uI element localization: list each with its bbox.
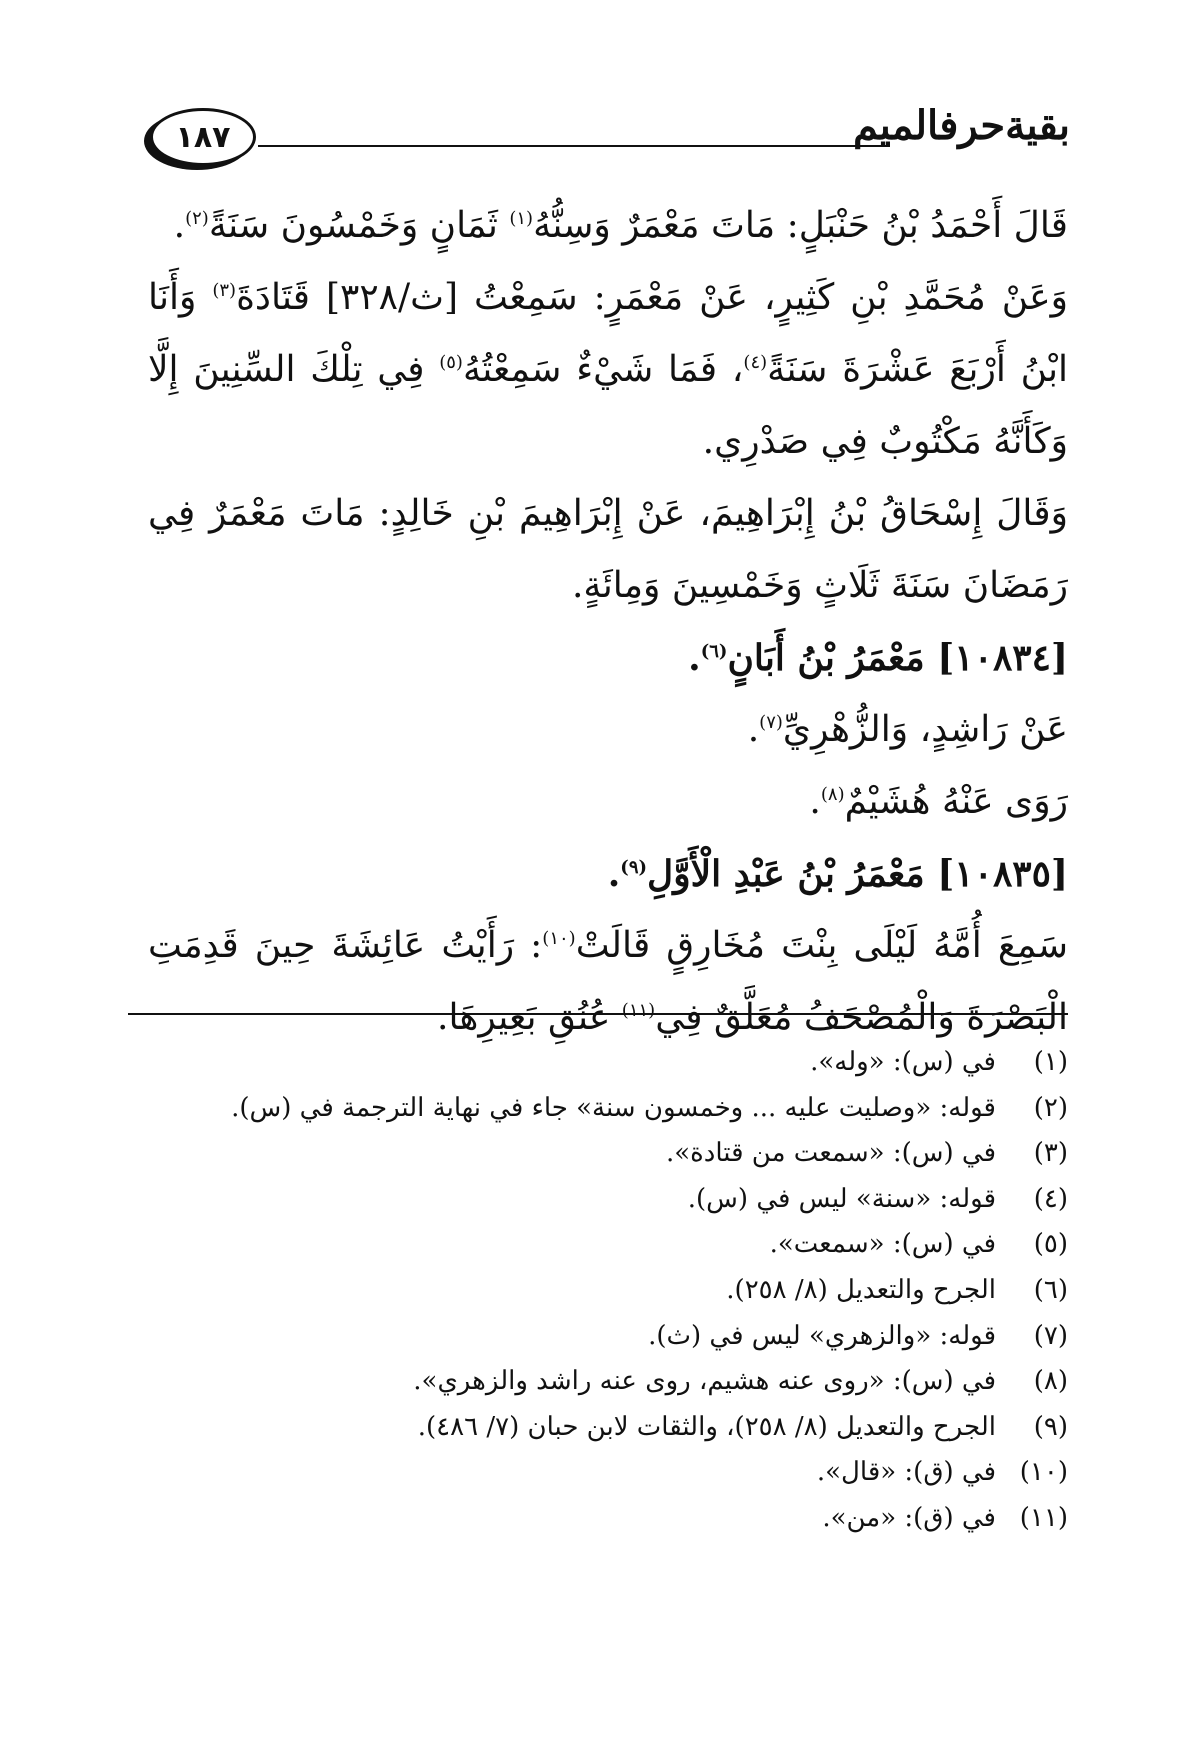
footnote-marker: (١١) bbox=[621, 1000, 656, 1021]
page-number-badge bbox=[150, 108, 256, 166]
footnote-text: قوله: «وصليت عليه ... وخمسون سنة» جاء في نهاية الترجمة في (س). bbox=[231, 1092, 996, 1123]
footnote-separator bbox=[128, 1013, 1068, 1015]
footnote-number: (٨) bbox=[1033, 1366, 1068, 1397]
footnote-text: قوله: «والزهري» ليس في (ث). bbox=[648, 1320, 996, 1351]
page-number: ١٨٧ bbox=[175, 119, 231, 155]
footnote-number: (٤) bbox=[1033, 1183, 1068, 1214]
footnote-item bbox=[128, 1268, 1068, 1314]
footnote-text: قوله: «سنة» ليس في (س). bbox=[687, 1183, 996, 1214]
entry-heading bbox=[148, 838, 1068, 910]
text-run: . bbox=[607, 853, 621, 895]
footnote-marker: (١) bbox=[509, 208, 534, 229]
footnotes-list bbox=[128, 1040, 1068, 1542]
text-run: . bbox=[809, 781, 821, 822]
text-run: وَقَالَ إِسْحَاقُ بْنُ إِبْرَاهِيمَ، عَنْ إِبْرَاهِيمَ بْنِ خَالِدٍ: مَاتَ مَعْمَرٌ فِي رَمَضَانَ سَنَةَ ثَلَاثٍ وَخَمْسِينَ وَمِائَةٍ. bbox=[148, 493, 1068, 606]
text-run: . bbox=[688, 637, 701, 679]
footnote-marker: (٩) bbox=[620, 857, 648, 878]
footnote-number: (٦) bbox=[1033, 1274, 1068, 1305]
footnote-marker: (٨) bbox=[820, 784, 845, 805]
main-text bbox=[148, 190, 1068, 1054]
text-run: فِي تِلْكَ السِّنِينَ إِلَّا وَكَأَنَّهُ مَكْتُوبٌ فِي صَدْرِي. bbox=[148, 349, 1068, 462]
footnote-item bbox=[128, 1496, 1068, 1542]
footnote-item bbox=[128, 1314, 1068, 1360]
footnote-text: في (س): «سمعت من قتادة». bbox=[665, 1138, 996, 1169]
footnote-number: (٢) bbox=[1033, 1092, 1068, 1123]
footnote-item bbox=[128, 1405, 1068, 1451]
footnote-number: (٧) bbox=[1033, 1320, 1068, 1351]
text-run: قَالَ أَحْمَدُ بْنُ حَنْبَلٍ: مَاتَ مَعْمَرٌ وَسِنُّهُ bbox=[533, 205, 1068, 246]
footnote-text: الجرح والتعديل (٨/ ٢٥٨). bbox=[726, 1274, 996, 1305]
body-paragraph bbox=[148, 262, 1068, 478]
header-rule bbox=[258, 145, 890, 147]
footnote-item bbox=[128, 1177, 1068, 1223]
footnote-text: الجرح والتعديل (٨/ ٢٥٨)، والثقات لابن حبان (٧/ ٤٨٦). bbox=[417, 1411, 996, 1442]
footnote-text: في (س): «روى عنه هشيم، روى عنه راشد والزهري». bbox=[413, 1366, 996, 1397]
text-run: . bbox=[173, 205, 186, 246]
text-run: [١٠٨٣٤] مَعْمَرُ بْنُ أَبَانٍ bbox=[727, 637, 1068, 679]
footnote-item bbox=[128, 1040, 1068, 1086]
text-run: [١٠٨٣٥] مَعْمَرُ بْنُ عَبْدِ الْأَوَّلِ bbox=[647, 853, 1068, 895]
footnote-text: في (س): «وله». bbox=[810, 1047, 996, 1077]
footnote-number: (٣) bbox=[1033, 1138, 1068, 1169]
text-run: عَنْ رَاشِدٍ، وَالزُّهْرِيِّ bbox=[782, 709, 1068, 750]
entry-heading bbox=[148, 622, 1068, 694]
footnote-marker: (٥) bbox=[439, 352, 463, 373]
footnote-item bbox=[128, 1131, 1068, 1177]
footnote-number: (٩) bbox=[1033, 1411, 1068, 1442]
text-run: رَوَى عَنْهُ هُشَيْمٌ bbox=[844, 781, 1068, 822]
body-paragraph bbox=[148, 694, 1068, 766]
footnote-item bbox=[128, 1359, 1068, 1405]
footnote-item bbox=[128, 1450, 1068, 1496]
footnote-number: (١١) bbox=[1019, 1502, 1068, 1533]
running-title: بقيةحرفالميم bbox=[853, 102, 1070, 149]
body-paragraph bbox=[148, 910, 1068, 1054]
body-paragraph bbox=[148, 190, 1068, 262]
footnote-item bbox=[128, 1222, 1068, 1268]
footnote-text: في (ق): «من». bbox=[822, 1502, 996, 1533]
footnote-number: (٥) bbox=[1033, 1229, 1068, 1260]
text-run: ، فَمَا شَيْءٌ سَمِعْتُهُ bbox=[462, 349, 744, 390]
footnote-number: (١٠) bbox=[1019, 1457, 1068, 1488]
footnote-marker: (٦) bbox=[700, 641, 728, 662]
body-paragraph bbox=[148, 766, 1068, 838]
footnote-item bbox=[128, 1086, 1068, 1132]
footnote-marker: (٢) bbox=[185, 208, 209, 229]
text-run: وَعَنْ مُحَمَّدِ بْنِ كَثِيرٍ، عَنْ مَعْمَرٍ: سَمِعْتُ [ث/٣٢٨] قَتَادَةَ bbox=[236, 277, 1069, 318]
footnote-text: في (ق): «قال». bbox=[816, 1457, 996, 1488]
text-run: . bbox=[747, 709, 760, 750]
footnote-text: في (س): «سمعت». bbox=[769, 1229, 996, 1260]
footnote-marker: (٣) bbox=[212, 280, 237, 301]
page-header bbox=[150, 100, 1070, 180]
text-run: : رَأَيْتُ عَائِشَةَ حِينَ قَدِمَتِ الْبَصْرَةَ وَالْمُصْحَفُ مُعَلَّقٌ فِي bbox=[148, 925, 1068, 1038]
text-run: سَمِعَ أُمَّهُ لَيْلَى بِنْتَ مُخَارِقٍ قَالَتْ bbox=[575, 925, 1068, 966]
text-run: وَأَنَا ابْنُ أَرْبَعَ عَشْرَةَ سَنَةً bbox=[148, 277, 1069, 390]
footnote-marker: (٤) bbox=[743, 352, 768, 373]
text-run: عُنُقِ بَعِيرِهَا. bbox=[437, 997, 622, 1038]
body-paragraph bbox=[148, 478, 1068, 622]
footnote-marker: (١٠) bbox=[542, 928, 576, 949]
footnote-marker: (٧) bbox=[759, 712, 783, 733]
text-run: ثَمَانٍ وَخَمْسُونَ سَنَةً bbox=[208, 205, 510, 246]
footnote-number: (١) bbox=[1033, 1047, 1068, 1077]
